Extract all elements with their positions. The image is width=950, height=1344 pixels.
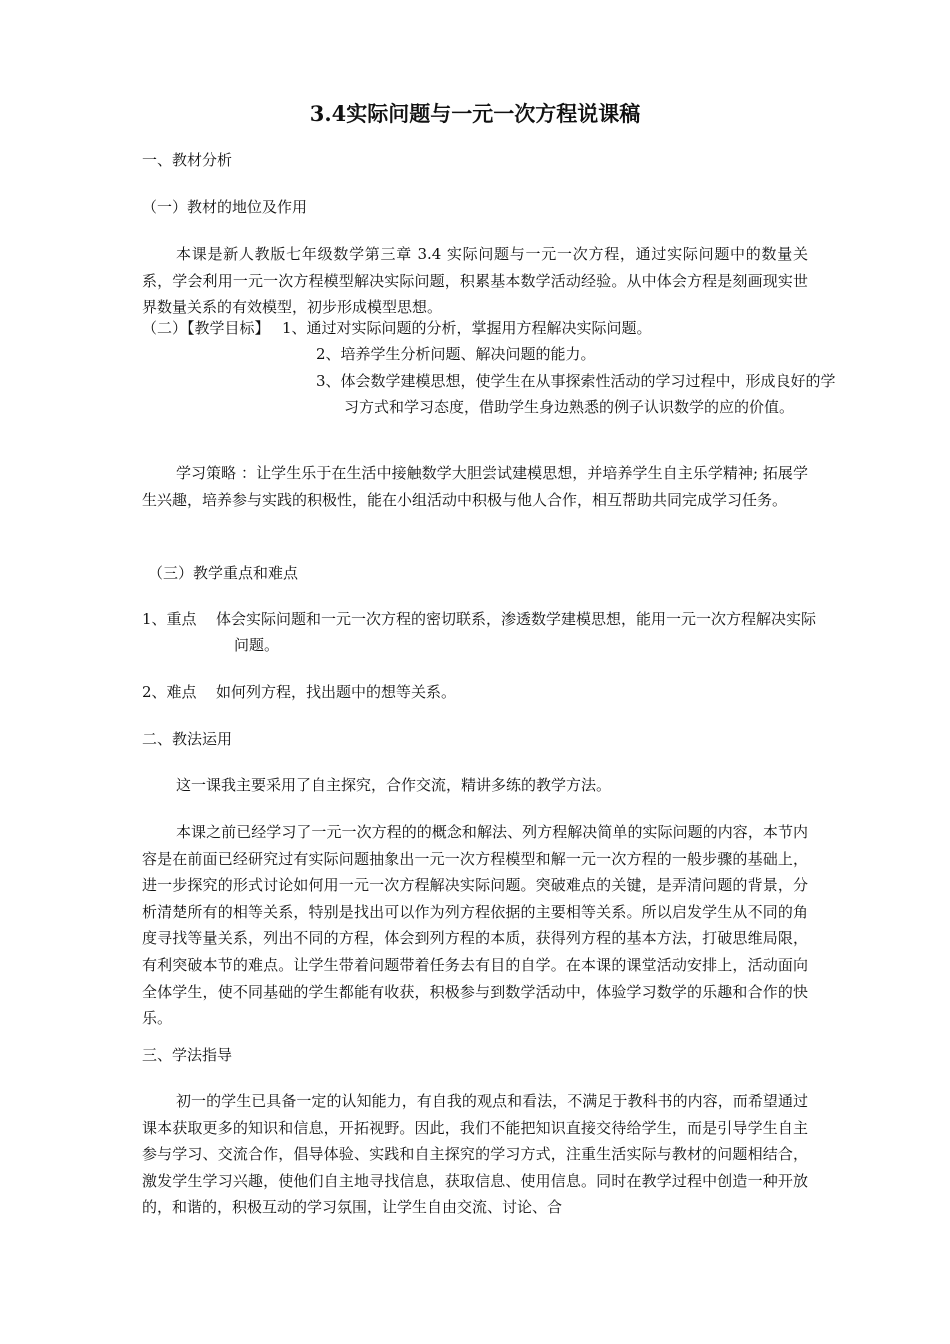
paragraph-strategy: 学习策略 ：让学生乐于在生活中接触数学大胆尝试建模思想，并培养学生自主乐学精神; 拓展学生兴趣，培养参与实践的积极性，能在小组活动中积极与他人合作，相互帮助共同完成学习任务。 [142, 464, 808, 509]
subsection-heading-1: （一）教材的地位及作用 [142, 198, 308, 216]
paragraph-method: 这一课我主要采用了自主探究，合作交流，精讲多练的教学方法。 [176, 776, 612, 794]
key-point-text: 体会实际问题和一元一次方程的密切联系，渗透数学建模思想，能用一元一次方程解决实际问题。 [216, 610, 817, 654]
document-title: 3.4实际问题与一元一次方程说课稿 [309, 101, 641, 126]
difficulty-text: 如何列方程，找出题中的想等关系。 [216, 683, 457, 701]
subsection-heading-3: （三）教学重点和难点 [148, 564, 299, 582]
difficulty-label: 2、难点 [142, 683, 197, 701]
goal-item-2: 2、培养学生分析问题、解决问题的能力。 [316, 345, 596, 363]
goal-item-1: 1、通过对实际问题的分析，掌握用方程解决实际问题。 [282, 319, 652, 337]
key-point-label: 1、重点 [142, 610, 197, 628]
paragraph-study-guide: 初一的学生已具备一定的认知能力，有自我的观点和看法，不满足于教科书的内容，而希望通过课本获取更多的知识和信息，开拓视野。因此，我们不能把知识直接交待给学生，而是引导学生自主参与学习、交流合作，倡导体验、实践和自主探究的学习方式，注重生活实际与教材的问题相结合，激发学生学习兴趣，使他们自主地寻找信息，获取信息、使用信息。同时在教学过程中创造一种开放的，和谐的，积极互动的学习氛围，让学生自由交流、讨论、合 [142, 1092, 808, 1216]
goal-item-3: 3、体会数学建模思想，使学生在从事探索性活动的学习过程中，形成良好的学习方式和学习态度，借助学生身边熟悉的例子认识数学的应的价值。 [316, 372, 836, 416]
paragraph-method-detail: 本课之前已经学习了一元一次方程的的概念和解法、列方程解决简单的实际问题的内容，本节内容是在前面已经研究过有实际问题抽象出一元一次方程模型和解一元一次方程的一般步骤的基础上，进一步探究的形式讨论如何用一元一次方程解决实际问题。突破难点的关键，是弄清问题的背景，分析清楚所有的相等关系，特别是找出可以作为列方程依据的主要相等关系。所以启发学生从不同的角度寻找等量关系，列出不同的方程，体会到列方程的本质，获得列方程的基本方法，打破思维局限，有利突破本节的难点。让学生带着问题带着任务去有目的自学。在本课的课堂活动安排上，活动面向全体学生，使不同基础的学生都能有收获，积极参与到数学活动中，体验学习数学的乐趣和合作的快乐。 [142, 823, 808, 1028]
section-heading-3: 三、学法指导 [142, 1046, 233, 1064]
paragraph-role: 本课是新人教版七年级数学第三章 3.4 实际问题与一元一次方程，通过实际问题中的数量关系，学会利用一元一次方程模型解决实际问题，积累基本数学活动经验。从中体会方程是刻画现实世界数量关系的有效模型，初步形成模型思想。 [142, 245, 808, 317]
section-heading-2: 二、教法运用 [142, 730, 233, 748]
section-heading-1: 一、教材分析 [142, 151, 233, 169]
goals-label: （二）【教学目标】 [142, 319, 270, 337]
